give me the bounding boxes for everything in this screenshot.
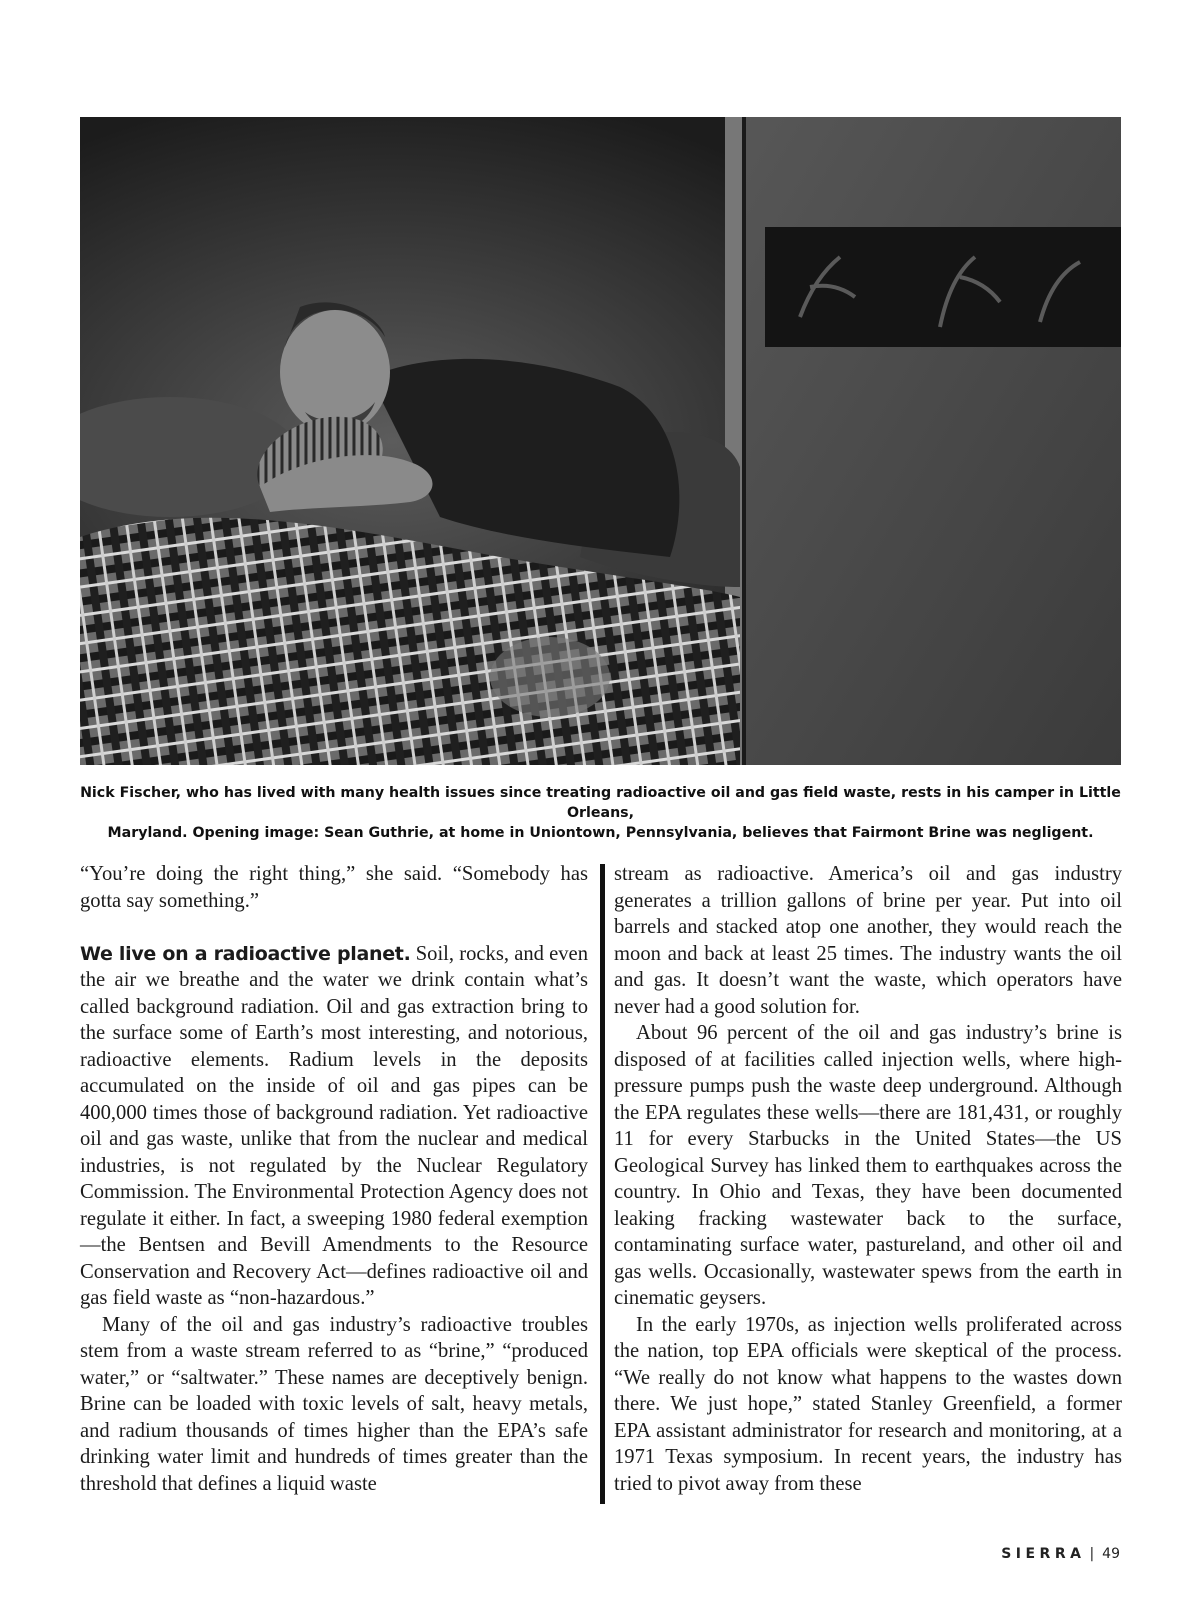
caption-line-2: Maryland. Opening image: Sean Guthrie, at home in Uniontown, Pennsylvania, believes that Fairmont Brine was negligent. bbox=[107, 825, 1094, 841]
page-footer bbox=[1001, 1546, 1120, 1562]
article-column-left bbox=[80, 861, 588, 1497]
photo-caption bbox=[80, 783, 1121, 843]
paragraph-1970s: In the early 1970s, as injection wells proliferated across the nation, top EPA officials were skeptical of the process. “We really do not know what happens to the wastes down there. We just hope,” stated Stanley Greenfield, a former EPA assistant administrator for research and monitoring, at a 1971 Texas symposium. In recent years, the industry has tried to pivot away from these bbox=[614, 1313, 1122, 1495]
paragraph-brine: Many of the oil and gas industry’s radioactive troubles stem from a waste stream referred to as “brine,” “produced water,” or “saltwater.” These names are deceptively benign. Brine can be loaded with toxic levels of salt, heavy metals, and radium thousands of times higher than the EPA’s safe drinking water limit and hundreds of times greater than the threshold that defines a liquid waste bbox=[80, 1313, 588, 1495]
paragraph-injection-wells: About 96 percent of the oil and gas industry’s brine is disposed of at facilities called injection wells, where high-pressure pumps push the waste deep underground. Although the EPA regulates these wells—there are 181,431, or roughly 11 for every Starbucks in the United States—the US Geological Survey has linked them to earthquakes across the country. In Ohio and Texas, they have been documented leaking fracking wastewater back to the surface, contaminating surface water, pastureland, and other oil and gas wells. Occasionally, wastewater spews from the earth in cinematic geysers. bbox=[614, 1022, 1122, 1309]
paragraph-radioactive-planet bbox=[80, 941, 588, 1312]
magazine-name: SIERRA bbox=[1001, 1546, 1086, 1562]
lead-in: We live on a radioactive planet. bbox=[80, 942, 411, 965]
page-number: 49 bbox=[1102, 1546, 1120, 1562]
paragraph-continued: stream as radioactive. America’s oil and gas industry generates a trillion gallons of brine per year. Put into oil barrels and stacked atop one another, they would reach the moon and back at least 25 times. The industry wants the oil and gas. It doesn’t want the waste, which operators have never had a good solution for. bbox=[614, 863, 1122, 1018]
paragraph-body: Soil, rocks, and even the air we breathe and the water we drink contain what’s called background radiation. Oil and gas extraction bring to the surface some of Earth’s most interesting, and notorious, radioactive elements. Radium levels in the deposits accumulated on the inside of oil and gas pipes can be 400,000 times those of background radiation. Yet radioactive oil and gas waste, unlike that from the nuclear and medical industries, is not regulated by the Nuclear Regulatory Commission. The Environmental Protection Agency does not regulate it either. In fact, a sweeping 1980 federal exemption—the Bentsen and Bevill Amendments to the Resource Conservation and Recovery Act—defines radioactive oil and gas field waste as “non-hazardous.” bbox=[80, 942, 588, 1309]
article-column-right bbox=[614, 861, 1122, 1497]
footer-separator: | bbox=[1089, 1546, 1095, 1562]
column-divider bbox=[600, 864, 605, 1504]
paragraph-quote: “You’re doing the right thing,” she said. “Somebody has gotta say something.” bbox=[80, 863, 588, 912]
caption-line-1: Nick Fischer, who has lived with many health issues since treating radioactive oil and gas field waste, rests in his camper in Little Orleans, bbox=[80, 785, 1121, 821]
photo-sleeping-man bbox=[80, 117, 1121, 765]
